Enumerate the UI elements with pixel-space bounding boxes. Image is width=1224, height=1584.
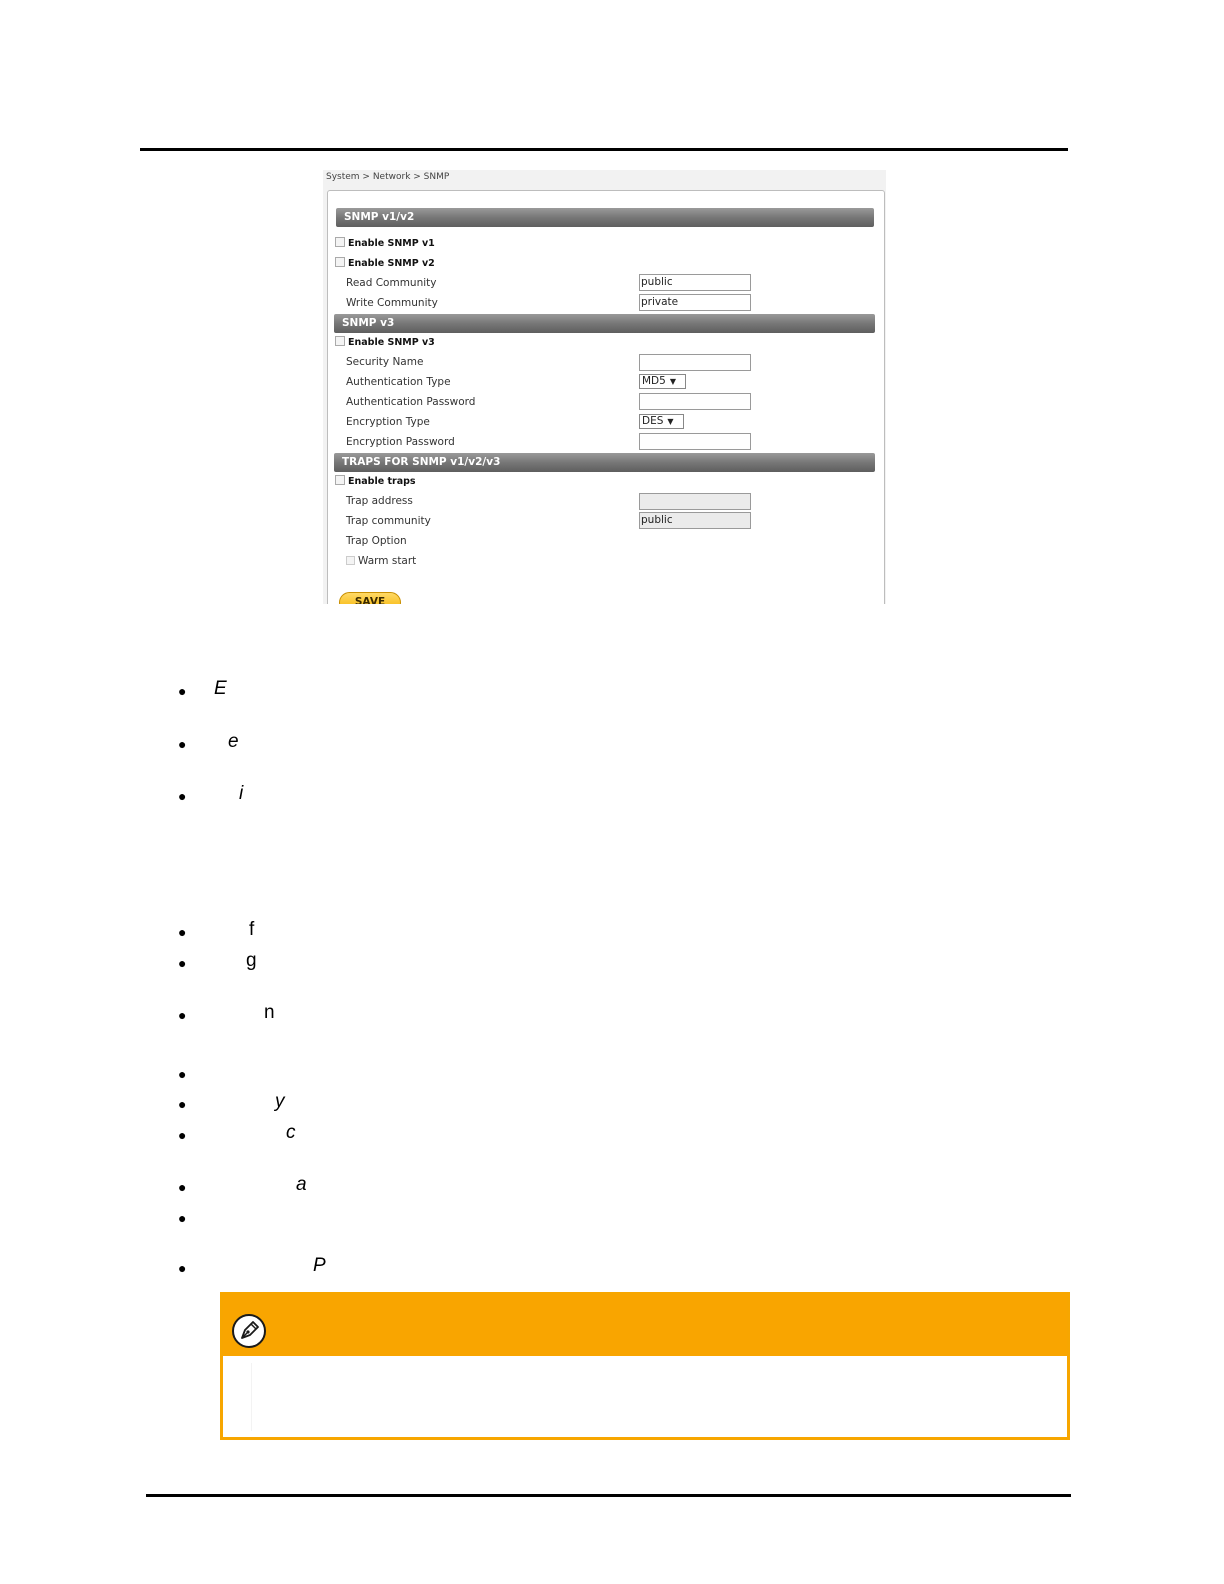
breadcrumb: System > Network > SNMP xyxy=(326,172,450,182)
list-item-text: y xyxy=(275,1091,285,1112)
list-item-text: n xyxy=(264,1002,275,1023)
trap-option-label: Trap Option xyxy=(346,535,407,547)
top-rule xyxy=(140,148,1068,151)
pen-note-icon xyxy=(231,1313,267,1349)
checkbox[interactable] xyxy=(335,336,345,346)
auth-type-select[interactable] xyxy=(639,374,686,389)
checkbox[interactable] xyxy=(335,475,345,485)
checkbox[interactable] xyxy=(335,237,345,247)
enc-type-value: DES xyxy=(642,415,664,427)
list-item-text: E xyxy=(214,678,227,699)
enc-password-input[interactable] xyxy=(639,433,751,450)
enable-traps-label: Enable traps xyxy=(348,476,416,487)
enable-snmp-v1-label: Enable SNMP v1 xyxy=(348,238,435,249)
auth-password-input[interactable] xyxy=(639,393,751,410)
note-box xyxy=(220,1292,1070,1440)
auth-password-label: Authentication Password xyxy=(346,396,476,408)
save-button[interactable]: SAVE xyxy=(339,592,401,604)
trap-address-label: Trap address xyxy=(346,495,413,507)
section-header-traps: TRAPS FOR SNMP v1/v2/v3 xyxy=(334,453,875,472)
security-name-input[interactable] xyxy=(639,354,751,371)
checkbox[interactable] xyxy=(335,257,345,267)
snmp-screenshot xyxy=(323,170,886,604)
trap-community-input[interactable]: public xyxy=(639,512,751,529)
list-item-text: f xyxy=(249,919,255,940)
write-community-label: Write Community xyxy=(346,297,438,309)
trap-address-input[interactable] xyxy=(639,493,751,510)
list-item-text: a xyxy=(296,1174,307,1195)
note-divider xyxy=(251,1363,252,1431)
trap-community-label: Trap community xyxy=(346,515,431,527)
warm-start-label: Warm start xyxy=(358,555,417,567)
security-name-label: Security Name xyxy=(346,356,424,368)
dropdown-arrow-icon: ▼ xyxy=(667,417,674,426)
warm-start-row[interactable] xyxy=(346,555,416,567)
auth-type-label: Authentication Type xyxy=(346,376,451,388)
enable-traps-row[interactable] xyxy=(335,475,416,487)
bottom-rule xyxy=(146,1494,1071,1497)
write-community-input[interactable]: private xyxy=(639,294,751,311)
auth-type-value: MD5 xyxy=(642,375,666,387)
read-community-input[interactable]: public xyxy=(639,274,751,291)
note-header xyxy=(223,1295,1067,1356)
section-header-v3: SNMP v3 xyxy=(334,314,875,333)
list-item-text: g xyxy=(246,950,257,971)
enable-snmp-v2-label: Enable SNMP v2 xyxy=(348,258,435,269)
enc-type-label: Encryption Type xyxy=(346,416,430,428)
snmp-panel xyxy=(327,190,885,604)
list-item-text: i xyxy=(239,783,244,804)
enc-type-select[interactable] xyxy=(639,414,684,429)
list-item-text: c xyxy=(286,1122,296,1143)
list-item-text: P xyxy=(313,1255,326,1276)
enc-password-label: Encryption Password xyxy=(346,436,455,448)
section-header-v1v2: SNMP v1/v2 xyxy=(336,208,874,227)
checkbox[interactable] xyxy=(346,556,355,565)
dropdown-arrow-icon: ▼ xyxy=(669,377,676,386)
enable-snmp-v3-label: Enable SNMP v3 xyxy=(348,337,435,348)
enable-snmp-v3-row[interactable] xyxy=(335,336,435,348)
enable-snmp-v2-row[interactable] xyxy=(335,257,435,269)
read-community-label: Read Community xyxy=(346,277,437,289)
list-item-text: e xyxy=(228,731,239,752)
enable-snmp-v1-row[interactable] xyxy=(335,237,435,249)
